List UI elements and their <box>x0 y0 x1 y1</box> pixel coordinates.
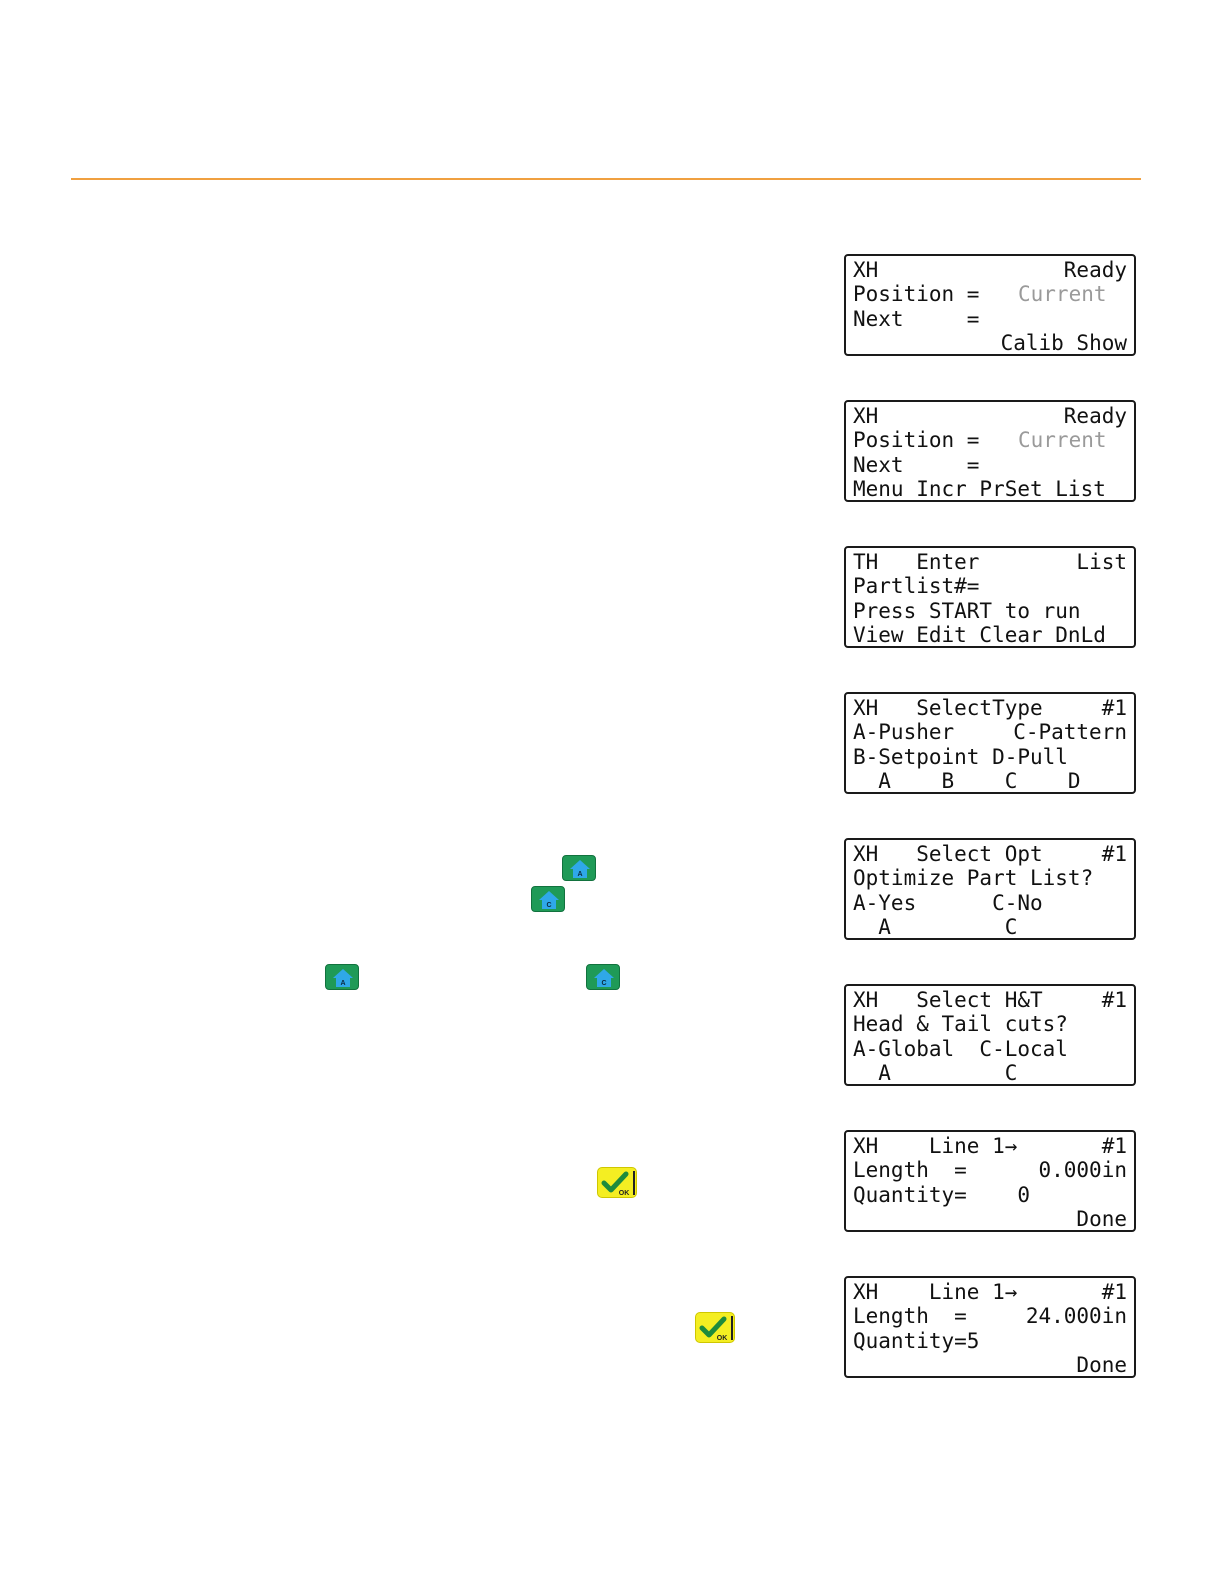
lcd-softkeys: A C <box>853 915 1018 940</box>
section-divider <box>71 178 1141 180</box>
lcd-option-a: A-Pusher <box>853 720 955 745</box>
lcd-quantity: Quantity=5 <box>853 1328 980 1353</box>
lcd-title: XH Select H&T <box>853 988 1043 1012</box>
lcd-mode: XH <box>853 404 879 428</box>
lcd-mode: XH <box>853 258 879 282</box>
ok-key-edge <box>633 1171 635 1195</box>
lcd-option-b-d: B-Setpoint D-Pull <box>853 744 1068 769</box>
lcd-softkeys: A B C D <box>853 769 1081 794</box>
lcd-partlist-label: Partlist#= <box>853 574 980 599</box>
ok-key-edge <box>731 1316 733 1340</box>
lcd-line-number: #1 <box>1101 1280 1127 1304</box>
lcd-softkeys: View Edit Clear DnLd <box>853 623 1106 648</box>
lcd-softkeys: Menu Incr PrSet List <box>853 477 1106 502</box>
lcd-softkeys: Done <box>1076 1353 1127 1378</box>
lcd-softkeys: Done <box>1076 1207 1127 1232</box>
lcd-position-value: Current <box>1018 428 1107 453</box>
check-icon <box>698 1314 730 1342</box>
home-a-key-icon <box>325 964 359 990</box>
ok-key-icon <box>597 1167 637 1198</box>
lcd-question: Head & Tail cuts? <box>853 1012 1068 1037</box>
lcd-title: TH Enter <box>853 550 980 574</box>
check-icon <box>600 1169 632 1197</box>
lcd-position-label: Position = <box>853 282 980 307</box>
lcd-screen-line-empty <box>844 1130 1136 1232</box>
lcd-line-number: #1 <box>1101 988 1127 1012</box>
lcd-status: Ready <box>1063 258 1127 282</box>
lcd-question: Optimize Part List? <box>853 866 1094 891</box>
ok-key-label: OK <box>618 1190 630 1197</box>
lcd-options: A-Yes C-No <box>853 890 1043 915</box>
lcd-line-number: #1 <box>1101 1134 1127 1158</box>
lcd-option-c: C-Pattern <box>1013 720 1127 745</box>
lcd-length-value: 24.000in <box>1025 1304 1127 1329</box>
lcd-screen-select-opt <box>844 838 1136 940</box>
home-key-letter: A <box>577 871 583 878</box>
lcd-position-label: Position = <box>853 428 980 453</box>
lcd-length-label: Length = <box>853 1158 967 1183</box>
lcd-next-label: Next = <box>853 306 980 331</box>
home-key-letter: C <box>601 980 607 987</box>
lcd-instruction: Press START to run <box>853 598 1081 623</box>
ok-key-icon <box>695 1312 735 1343</box>
lcd-screen-enter-list <box>844 546 1136 648</box>
home-icon <box>569 858 591 880</box>
lcd-softkeys: A C <box>853 1061 1018 1086</box>
lcd-screen-select-type <box>844 692 1136 794</box>
home-key-letter: A <box>340 980 346 987</box>
home-icon <box>593 967 615 989</box>
lcd-title: XH Line 1→ <box>853 1280 1018 1304</box>
lcd-line-number: #1 <box>1101 696 1127 720</box>
lcd-title: XH Select Opt <box>853 842 1043 866</box>
lcd-options: A-Global C-Local <box>853 1036 1068 1061</box>
home-c-key-icon <box>531 886 565 912</box>
home-icon <box>332 967 354 989</box>
lcd-next-label: Next = <box>853 452 980 477</box>
lcd-screen-line-filled <box>844 1276 1136 1378</box>
ok-key-label: OK <box>716 1335 728 1342</box>
lcd-title: XH SelectType <box>853 696 1043 720</box>
lcd-screen-select-ht <box>844 984 1136 1086</box>
lcd-screen-ready-calib <box>844 254 1136 356</box>
lcd-softkeys: Calib Show <box>1000 331 1127 356</box>
lcd-title: XH Line 1→ <box>853 1134 1018 1158</box>
home-icon <box>538 889 560 911</box>
home-key-letter: C <box>546 902 552 909</box>
lcd-quantity: Quantity= 0 <box>853 1182 1031 1207</box>
home-a-key-icon <box>562 855 596 881</box>
lcd-screen-ready-menu <box>844 400 1136 502</box>
lcd-status: Ready <box>1063 404 1127 428</box>
lcd-length-value: 0.000in <box>1038 1158 1127 1183</box>
lcd-position-value: Current <box>1018 282 1107 307</box>
home-c-key-icon <box>586 964 620 990</box>
lcd-length-label: Length = <box>853 1304 967 1329</box>
lcd-line-number: #1 <box>1101 842 1127 866</box>
lcd-status: List <box>1076 550 1127 574</box>
